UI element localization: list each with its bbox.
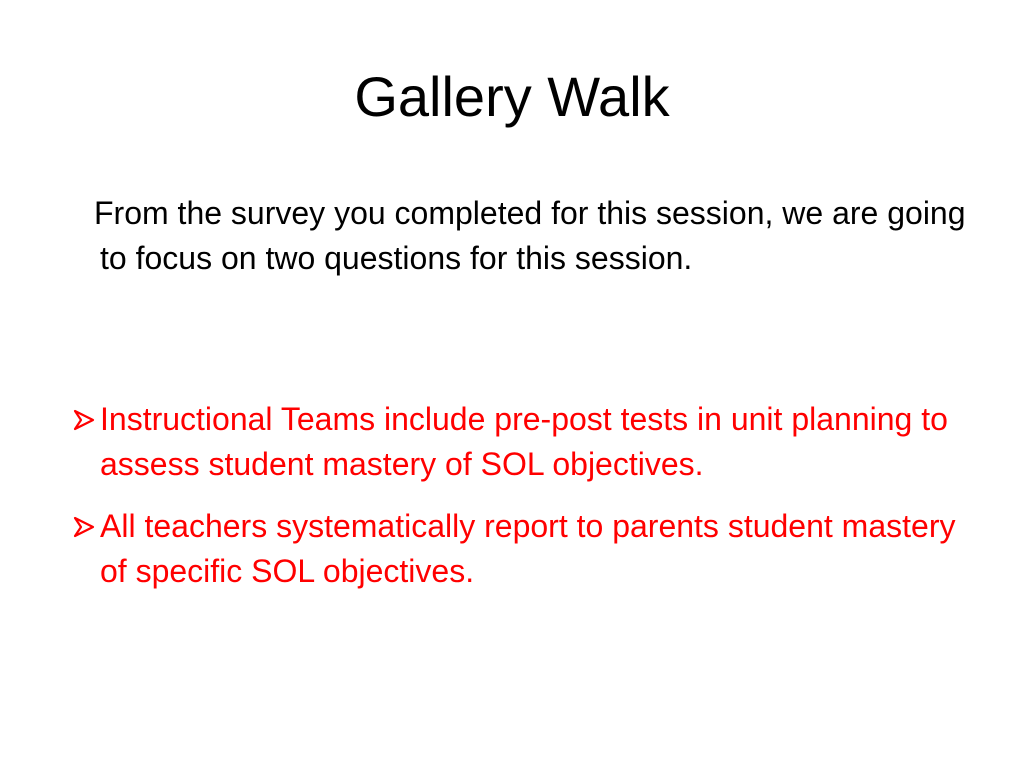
- arrow-bullet-icon: [73, 409, 95, 431]
- slide-title: Gallery Walk: [354, 65, 670, 128]
- bullet-text: All teachers systematically report to parents student mastery of specific SOL objectives.: [100, 508, 956, 589]
- bullet-list: [60, 397, 980, 611]
- bullet-text: Instructional Teams include pre-post tests in unit planning to assess student mastery of SOL objectives.: [100, 401, 948, 482]
- arrow-bullet-icon: [73, 516, 95, 538]
- bullet-item: [60, 504, 980, 594]
- bullet-item: [60, 397, 980, 487]
- intro-paragraph: From the survey you completed for this session, we are going to focus on two questions for this session.: [94, 195, 966, 276]
